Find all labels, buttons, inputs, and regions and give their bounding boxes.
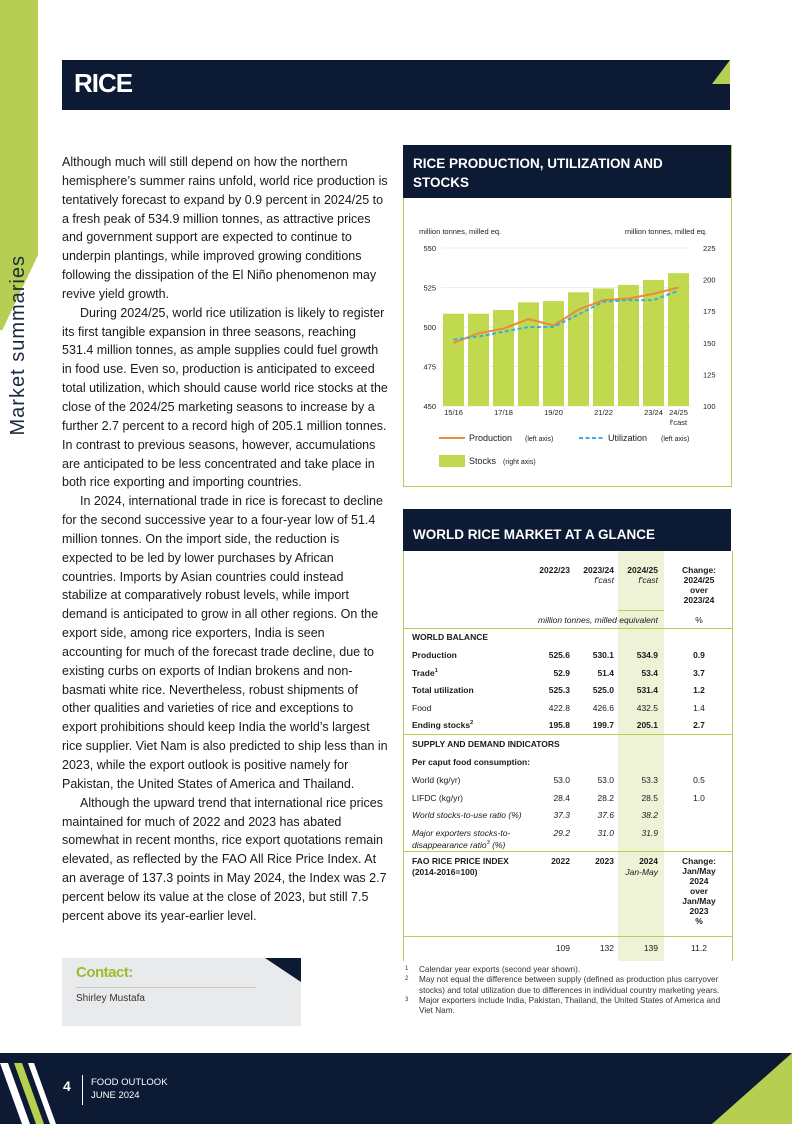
x-tick-label: 15/16 <box>444 408 463 417</box>
right-tick-label: 175 <box>703 307 716 317</box>
value-2024-25: 38.2 <box>641 810 658 821</box>
bar-stocks <box>518 302 539 406</box>
value-2023-24: 51.4 <box>597 667 614 678</box>
value-2024-25: 531.4 <box>636 685 658 696</box>
row-label: Ending stocks$^2$ <box>412 720 474 731</box>
row-label: World stocks-to-use ratio (%) <box>412 810 522 821</box>
value-2022-23: 52.9 <box>553 667 570 678</box>
legend-utilization-label: Utilization <box>608 433 648 443</box>
row-label: FAO RICE PRICE INDEX (2014-2016=100) <box>412 856 509 877</box>
contact-corner-triangle <box>265 958 301 982</box>
value-change: 0.5 <box>693 775 705 785</box>
row-label: Major exporters stocks-to- disappearance ratio$^3$ (%) <box>412 827 511 850</box>
value-2023-24: 426.6 <box>592 702 614 713</box>
x-tick-label: 24/25 <box>669 408 688 417</box>
bar-stocks <box>643 280 664 406</box>
x-tick-label: 23/24 <box>644 408 663 417</box>
row-label: Production <box>412 650 457 660</box>
table-rule <box>404 628 732 629</box>
footnote: 3 Major exporters include India, Pakistan, Thailand, the United States of America and Viet Nam. <box>405 995 721 1016</box>
bar-stocks <box>593 288 614 406</box>
section-title: WORLD BALANCE <box>412 632 489 642</box>
value-2024-25: 53.3 <box>641 775 658 785</box>
unit-label: million tonnes, milled equivalent <box>537 615 658 625</box>
right-tick-label: 225 <box>703 244 716 253</box>
row-label: Trade$^1$ <box>412 667 438 678</box>
footer <box>0 1053 792 1124</box>
right-tick-label: 125 <box>703 370 716 380</box>
row-label: Food <box>412 702 432 713</box>
legend-stocks-swatch <box>439 455 465 467</box>
row-label: World (kg/yr) <box>412 775 461 785</box>
legend-production-note: (left axis) <box>525 436 554 443</box>
value-2022-23: 29.2 <box>553 827 570 838</box>
paragraph: During 2024/25, world rice utilization is likely to register its first tangible expansion in three seasons, reaching 531.4 million tonnes, as ample supplies could fuel growth in food use. Even so, production is anticipated to exceed total utilization, which should cause world rice stocks at the close of the 2024/25 marketing seasons to increase by a further 2.7 percent to a record high of 205.1 million tonnes. In contrast to previous seasons, however, accumulations are anticipated to be less concentrated and take place in both rice exporting and importing countries. <box>62 305 388 490</box>
value-2023-24: 199.7 <box>592 720 614 731</box>
x-tick-forecast-label: f'cast <box>669 418 688 427</box>
value-change: 1.4 <box>693 702 705 713</box>
value-2024-25: 534.9 <box>636 650 658 660</box>
right-axis-unit: million tonnes, milled eq. <box>624 227 707 236</box>
right-tick-label: 150 <box>703 338 716 348</box>
publication-title: FOOD OUTLOOK <box>91 1077 168 1088</box>
x-tick-label: 19/20 <box>544 408 563 417</box>
value-2023-24: 530.1 <box>592 650 614 660</box>
body-text <box>62 153 388 926</box>
column-header: 2023/24 f'cast <box>583 565 614 585</box>
contact-title: Contact: <box>76 964 133 981</box>
footnote: 1 Calendar year exports (second year shown). <box>405 965 581 974</box>
column-header: 2022 <box>551 856 570 866</box>
value-change: 1.2 <box>693 685 705 696</box>
footnote: 2 May not equal the difference between supply (defined as production plus carryover stocks) and total utilization due to differences in individual country marketing years. <box>405 975 720 995</box>
chart-title: RICE PRODUCTION, UTILIZATION AND STOCKS <box>413 156 663 190</box>
column-header: 2022/23 <box>539 565 570 575</box>
row-label: LIFDC (kg/yr) <box>412 792 463 803</box>
x-tick-label: 21/22 <box>594 408 613 417</box>
page-number: 4 <box>63 1078 71 1094</box>
value-2023-24: 525.0 <box>592 685 614 696</box>
value-2023-24: 31.0 <box>597 827 614 838</box>
chart-header <box>403 145 731 198</box>
legend-utilization-note: (left axis) <box>661 436 690 443</box>
value-2024: 139 <box>643 943 658 953</box>
value-2022-23: 28.4 <box>553 792 570 803</box>
title-bar <box>62 60 730 110</box>
value-2023: 132 <box>599 943 614 953</box>
legend-stocks-note: (right axis) <box>503 459 536 466</box>
left-tick-label: 525 <box>423 283 436 293</box>
section-title: SUPPLY AND DEMAND INDICATORS <box>412 739 560 749</box>
left-tick-label: 550 <box>423 244 436 253</box>
value-change: 3.7 <box>693 667 705 678</box>
value-change: 1.0 <box>693 792 705 803</box>
left-tick-label: 500 <box>423 323 436 332</box>
market-table <box>403 551 733 961</box>
paragraph: In 2024, international trade in rice is forecast to decline for the second successive year to a four-year low of 51.4 million tonnes. On the import side, the reduction is expected to be led by lower purchases by African countries. Imports by Asian countries could instead stabilize at comparatively robust levels, while import demand is anticipated to grow in all other regions. On the export side, among rice exporters, India is seen accounting for much of the forecast trade decline, due to existing curbs on exports of Indian brokens and non-basmati white rice. Nevertheless, robust shipments of other qualities and varieties of rice and exceptions to export prohibitions should keep India the world’s largest rice supplier. Viet Nam is also predicted to ship less than in 2023, while the export outlook is positive namely for Pakistan, the United States of America and Thailand. <box>62 494 388 791</box>
left-tick-label: 475 <box>423 362 436 372</box>
divider <box>76 987 256 988</box>
value-2022-23: 195.8 <box>548 720 570 731</box>
paragraph: Although much will still depend on how the northern hemisphere’s summer rains unfold, world rice production is tentatively forecast to expand by 0.9 percent in 2024/25 to a fresh peak of 534.9 million tonnes, as attractive prices and government support are expected to continue to underpin plantings, while improved growing conditions following the dissipation of the El Niño phenomenon may revive yield growth. <box>62 155 388 301</box>
value-2022-23: 422.8 <box>548 702 570 713</box>
value-2022-23: 525.3 <box>548 685 570 696</box>
value-2022-23: 53.0 <box>553 775 570 785</box>
table-rule <box>404 734 732 735</box>
value-2024-25: 31.9 <box>641 827 658 838</box>
subsection-title: Per caput food consumption: <box>412 757 531 767</box>
table-rule <box>404 851 732 852</box>
value-2022: 109 <box>555 943 570 953</box>
page-title: RICE <box>74 68 133 98</box>
value-2022-23: 37.3 <box>553 810 570 821</box>
side-label: Market summaries <box>7 255 29 436</box>
paragraph: Although the upward trend that international rice prices maintained for much of 2022 and 2023 has abated somewhat in recent months, rice export quotations remain elevated, as reflected by the FAO All Rice Price Index. At an average of 137.3 points in May 2024, the Index was 2.7 percent below its value at the close of 2023, but still 7.5 percent above its year-earlier level. <box>62 795 387 923</box>
column-header: 2023 <box>595 856 614 866</box>
value-2024-25: 53.4 <box>641 667 658 678</box>
row-label: Total utilization <box>412 685 474 696</box>
table-header <box>403 509 731 551</box>
value-change: 2.7 <box>693 720 705 731</box>
right-tick-label: 100 <box>703 402 716 411</box>
divider <box>82 1075 83 1105</box>
column-header: Change: 2024/25 over 2023/24 <box>682 565 716 605</box>
value-2023-24: 28.2 <box>597 792 614 803</box>
bar-stocks <box>493 310 514 406</box>
value-2024-25: 205.1 <box>636 720 658 731</box>
value-2024-25: 28.5 <box>641 792 658 803</box>
legend-production-label: Production <box>469 433 513 443</box>
legend-stocks-label: Stocks <box>469 456 497 466</box>
value-2022-23: 525.6 <box>548 650 570 660</box>
publication-name <box>91 1077 168 1102</box>
value-2023-24: 37.6 <box>597 810 614 821</box>
column-header: 2024 Jan-May <box>625 856 658 877</box>
unit-percent: % <box>695 615 703 625</box>
contact-box <box>62 958 301 1026</box>
contact-name: Shirley Mustafa <box>76 993 145 1004</box>
left-axis-unit: million tonnes, milled eq. <box>419 227 502 236</box>
value-2024-25: 432.5 <box>636 702 658 713</box>
forecast-column-highlight <box>618 551 664 961</box>
bar-stocks <box>668 273 689 406</box>
value-change: 0.9 <box>693 650 705 660</box>
footer-stripes <box>0 1053 60 1124</box>
column-header: Change: Jan/May 2024 over Jan/May 2023 % <box>682 856 716 926</box>
x-tick-label: 17/18 <box>494 408 513 417</box>
table-rule <box>618 610 664 611</box>
title-accent-triangle <box>712 60 730 84</box>
left-tick-label: 450 <box>423 402 436 411</box>
footer-accent <box>712 1053 792 1124</box>
value-change: 11.2 <box>691 943 707 953</box>
value-2023-24: 53.0 <box>597 775 614 785</box>
chart <box>403 200 731 480</box>
footnotes <box>405 965 725 1016</box>
bar-stocks <box>618 285 639 406</box>
bar-stocks <box>543 301 564 406</box>
bar-stocks <box>443 314 464 406</box>
table-title: WORLD RICE MARKET AT A GLANCE <box>413 527 655 542</box>
table-rule <box>404 936 732 937</box>
bar-stocks <box>468 314 489 406</box>
column-header: 2024/25 f'cast <box>627 565 658 585</box>
right-tick-label: 200 <box>703 275 716 285</box>
publication-date: JUNE 2024 <box>91 1089 140 1101</box>
